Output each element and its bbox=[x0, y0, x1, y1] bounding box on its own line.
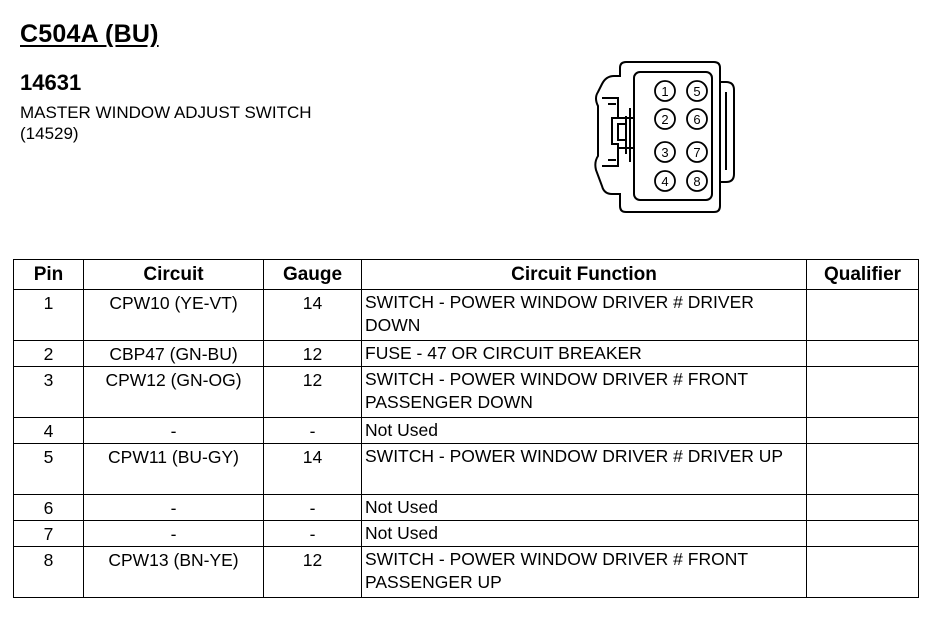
part-description bbox=[20, 102, 312, 144]
header-circuit-function: Circuit Function bbox=[362, 260, 807, 290]
header-qualifier: Qualifier bbox=[807, 260, 919, 290]
qualifier-cell bbox=[807, 495, 919, 521]
table-row bbox=[14, 341, 919, 367]
header-circuit: Circuit bbox=[84, 260, 264, 290]
circuit-cell: - bbox=[84, 521, 264, 547]
gauge-cell: 12 bbox=[264, 367, 362, 418]
qualifier-cell bbox=[807, 418, 919, 444]
gauge-cell: - bbox=[264, 418, 362, 444]
pin-3-marker bbox=[655, 142, 675, 162]
function-cell: SWITCH - POWER WINDOW DRIVER # DRIVER DOWN bbox=[362, 290, 807, 341]
table-row bbox=[14, 495, 919, 521]
pin-4-marker bbox=[655, 171, 675, 191]
function-cell: Not Used bbox=[362, 521, 807, 547]
pin-6-marker bbox=[687, 109, 707, 129]
function-cell: SWITCH - POWER WINDOW DRIVER # FRONT PASSENGER UP bbox=[362, 547, 807, 598]
pin-cell: 1 bbox=[14, 290, 84, 341]
header-pin: Pin bbox=[14, 260, 84, 290]
circuit-cell: CPW12 (GN-OG) bbox=[84, 367, 264, 418]
svg-text:8: 8 bbox=[693, 174, 701, 189]
circuit-cell: CPW10 (YE-VT) bbox=[84, 290, 264, 341]
part-description-ref: (14529) bbox=[20, 124, 79, 143]
gauge-cell: 14 bbox=[264, 290, 362, 341]
svg-text:7: 7 bbox=[693, 145, 701, 160]
qualifier-cell bbox=[807, 547, 919, 598]
circuit-cell: CPW13 (BN-YE) bbox=[84, 547, 264, 598]
svg-text:3: 3 bbox=[661, 145, 669, 160]
function-cell: SWITCH - POWER WINDOW DRIVER # FRONT PASSENGER DOWN bbox=[362, 367, 807, 418]
pin-2-marker bbox=[655, 109, 675, 129]
gauge-cell: 14 bbox=[264, 444, 362, 495]
function-cell: Not Used bbox=[362, 418, 807, 444]
pin-1-marker bbox=[655, 81, 675, 101]
pinout-table bbox=[13, 259, 919, 598]
pin-8-marker bbox=[687, 171, 707, 191]
circuit-cell: - bbox=[84, 418, 264, 444]
pin-cell: 5 bbox=[14, 444, 84, 495]
gauge-cell: 12 bbox=[264, 341, 362, 367]
table-row bbox=[14, 547, 919, 598]
connector-id: C504A (BU) bbox=[20, 20, 159, 48]
function-cell: Not Used bbox=[362, 495, 807, 521]
pin-7-marker bbox=[687, 142, 707, 162]
svg-text:6: 6 bbox=[693, 112, 701, 127]
svg-text:4: 4 bbox=[661, 174, 669, 189]
table-row bbox=[14, 444, 919, 495]
circuit-cell: - bbox=[84, 495, 264, 521]
gauge-cell: 12 bbox=[264, 547, 362, 598]
circuit-cell: CBP47 (GN-BU) bbox=[84, 341, 264, 367]
part-number: 14631 bbox=[20, 70, 82, 95]
pin-cell: 4 bbox=[14, 418, 84, 444]
function-cell: FUSE - 47 OR CIRCUIT BREAKER bbox=[362, 341, 807, 367]
qualifier-cell bbox=[807, 290, 919, 341]
table-row bbox=[14, 290, 919, 341]
svg-text:1: 1 bbox=[661, 84, 669, 99]
pin-5-marker bbox=[687, 81, 707, 101]
table-header-row bbox=[14, 260, 919, 290]
table-row bbox=[14, 418, 919, 444]
table-row bbox=[14, 367, 919, 418]
circuit-cell: CPW11 (BU-GY) bbox=[84, 444, 264, 495]
gauge-cell: - bbox=[264, 495, 362, 521]
connector-latch bbox=[602, 98, 618, 166]
qualifier-cell bbox=[807, 367, 919, 418]
pin-cell: 7 bbox=[14, 521, 84, 547]
pin-cell: 2 bbox=[14, 341, 84, 367]
part-description-name: MASTER WINDOW ADJUST SWITCH bbox=[20, 103, 312, 122]
svg-text:5: 5 bbox=[693, 84, 701, 99]
svg-text:2: 2 bbox=[661, 112, 669, 127]
qualifier-cell bbox=[807, 444, 919, 495]
qualifier-cell bbox=[807, 521, 919, 547]
pin-cell: 8 bbox=[14, 547, 84, 598]
qualifier-cell bbox=[807, 341, 919, 367]
header-gauge: Gauge bbox=[264, 260, 362, 290]
table-row bbox=[14, 521, 919, 547]
gauge-cell: - bbox=[264, 521, 362, 547]
function-cell: SWITCH - POWER WINDOW DRIVER # DRIVER UP bbox=[362, 444, 807, 495]
pin-cell: 3 bbox=[14, 367, 84, 418]
pin-cell: 6 bbox=[14, 495, 84, 521]
connector-face-diagram bbox=[588, 58, 748, 218]
